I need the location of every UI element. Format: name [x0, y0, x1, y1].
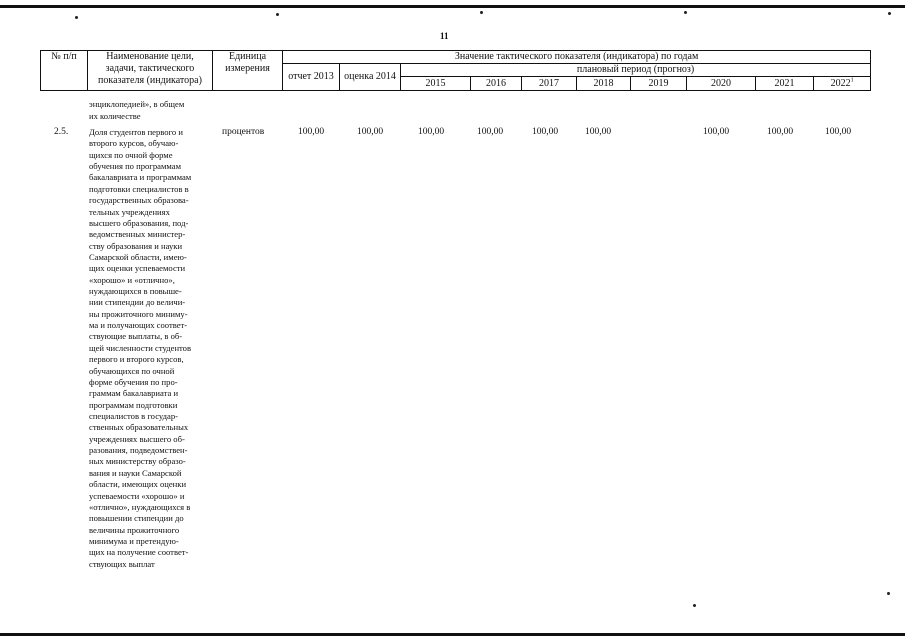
value-2014: 100,00	[356, 127, 384, 137]
header-year: 2016	[471, 77, 522, 91]
top-rule	[0, 5, 905, 8]
header-year: 2021	[756, 77, 814, 91]
row-unit: процентов	[222, 127, 265, 137]
header-year: 2020	[687, 77, 756, 91]
header-year: 2015	[401, 77, 471, 91]
row-name-line: нии стипендии до величи-	[89, 297, 186, 308]
value-2018: 100,00	[584, 127, 612, 137]
row-name-line: щей численности студентов	[89, 342, 192, 353]
row-indicator-name	[89, 127, 221, 570]
page-number: 11	[440, 31, 449, 41]
header-unit-col	[213, 51, 283, 91]
row-name-line: минимума и претендую-	[89, 535, 179, 546]
row-name-line: щих на получение соответ-	[89, 547, 189, 558]
row-name-line: Доля студентов первого и	[89, 127, 183, 137]
row-name-line: бакалавриата и программам	[89, 172, 192, 183]
row-name-line: второго курсов, обучаю-	[89, 138, 179, 149]
header-year: 2018	[577, 77, 631, 91]
scan-speck	[480, 11, 483, 14]
header-name-col	[88, 51, 213, 91]
row-number: 2.5.	[54, 127, 69, 137]
row-name-line: «хорошо» и «отлично»,	[89, 274, 175, 285]
row-name-line: ных министерству образо-	[89, 456, 186, 467]
scan-speck	[75, 16, 78, 19]
value-2020: 100,00	[702, 127, 730, 137]
row-name-line: щих оценки успеваемости	[89, 263, 186, 274]
header-name-line: Наименование цели,	[106, 51, 194, 62]
continuation-text	[89, 99, 219, 122]
value-2022: 100,00	[824, 127, 852, 137]
row-name-line: ма и получающих соответ-	[89, 320, 188, 331]
footnote-mark: 1	[850, 77, 854, 84]
scan-speck	[888, 12, 891, 15]
header-name-line: задачи, тактического	[105, 63, 195, 74]
row-name-line: ствующих выплат	[89, 558, 155, 569]
indicator-table-header	[40, 50, 871, 91]
row-name-line: нуждающихся в повыше-	[89, 286, 182, 297]
header-year-2022	[814, 77, 871, 91]
continuation-line: их количестве	[89, 110, 141, 121]
row-name-line: вания и науки Самарской	[89, 467, 182, 478]
row-name-line: государственных образова-	[89, 195, 189, 206]
row-name-line: повышении стипендии до	[89, 513, 184, 524]
header-planned-period: плановый период (прогноз)	[401, 64, 871, 77]
row-name-line: граммам бакалавриата и	[89, 388, 179, 399]
row-name-line: ственных образовательных	[89, 422, 189, 433]
row-name-line: обучения по программам	[89, 161, 182, 172]
header-year-label: 2022	[830, 77, 851, 89]
row-name-line: успеваемости «хорошо» и	[89, 490, 185, 501]
value-2016: 100,00	[476, 127, 504, 137]
row-name-line: учреждениях высшего об-	[89, 433, 185, 444]
value-2017: 100,00	[531, 127, 559, 137]
row-name-line: обучающихся по очной	[89, 365, 175, 376]
header-unit-line: Единица	[228, 51, 267, 62]
header-unit-line: измерения	[225, 63, 270, 74]
value-2021: 100,00	[766, 127, 794, 137]
scan-speck	[276, 13, 279, 16]
row-name-line: ству образования и науки	[89, 240, 183, 251]
header-year: 2019	[631, 77, 687, 91]
row-name-line: области, имеющих оценки	[89, 479, 187, 490]
header-name-line: показателя (индикатора)	[98, 75, 202, 86]
row-name-line: форме обучения по про-	[89, 376, 178, 387]
row-name-line: «отлично», нуждающихся в	[89, 501, 191, 512]
header-year: 2017	[522, 77, 577, 91]
scan-speck	[684, 11, 687, 14]
row-name-line: программам подготовки	[89, 399, 178, 410]
row-name-line: ствующие выплаты, в об-	[89, 331, 183, 342]
row-name-line: Самарской области, имею-	[89, 251, 187, 262]
header-number-col: № п/п	[41, 51, 88, 91]
header-2013: отчет 2013	[283, 64, 340, 91]
row-name-line: щихся по очной форме	[89, 149, 173, 160]
scan-speck	[887, 592, 890, 595]
row-name-line: разования, подведомствен-	[89, 445, 188, 456]
bottom-rule	[0, 633, 905, 636]
row-name-line: специалистов в государ-	[89, 410, 178, 421]
scan-speck	[693, 604, 696, 607]
row-name-line: тельных учреждениях	[89, 206, 170, 217]
header-2014: оценка 2014	[340, 64, 401, 91]
row-name-line: ведомственных министер-	[89, 229, 186, 240]
row-name-line: высшего образования, под-	[89, 217, 189, 228]
row-name-line: величины прожиточного	[89, 524, 180, 535]
value-2015: 100,00	[417, 127, 445, 137]
row-name-line: ны прожиточного миниму-	[89, 308, 188, 319]
header-values-title: Значение тактического показателя (индикатора) по годам	[283, 51, 871, 64]
row-name-line: первого и второго курсов,	[89, 354, 184, 365]
row-name-line: подготовки специалистов в	[89, 183, 189, 194]
value-2013: 100,00	[297, 127, 325, 137]
continuation-line: энциклопедией», в общем	[89, 99, 185, 109]
